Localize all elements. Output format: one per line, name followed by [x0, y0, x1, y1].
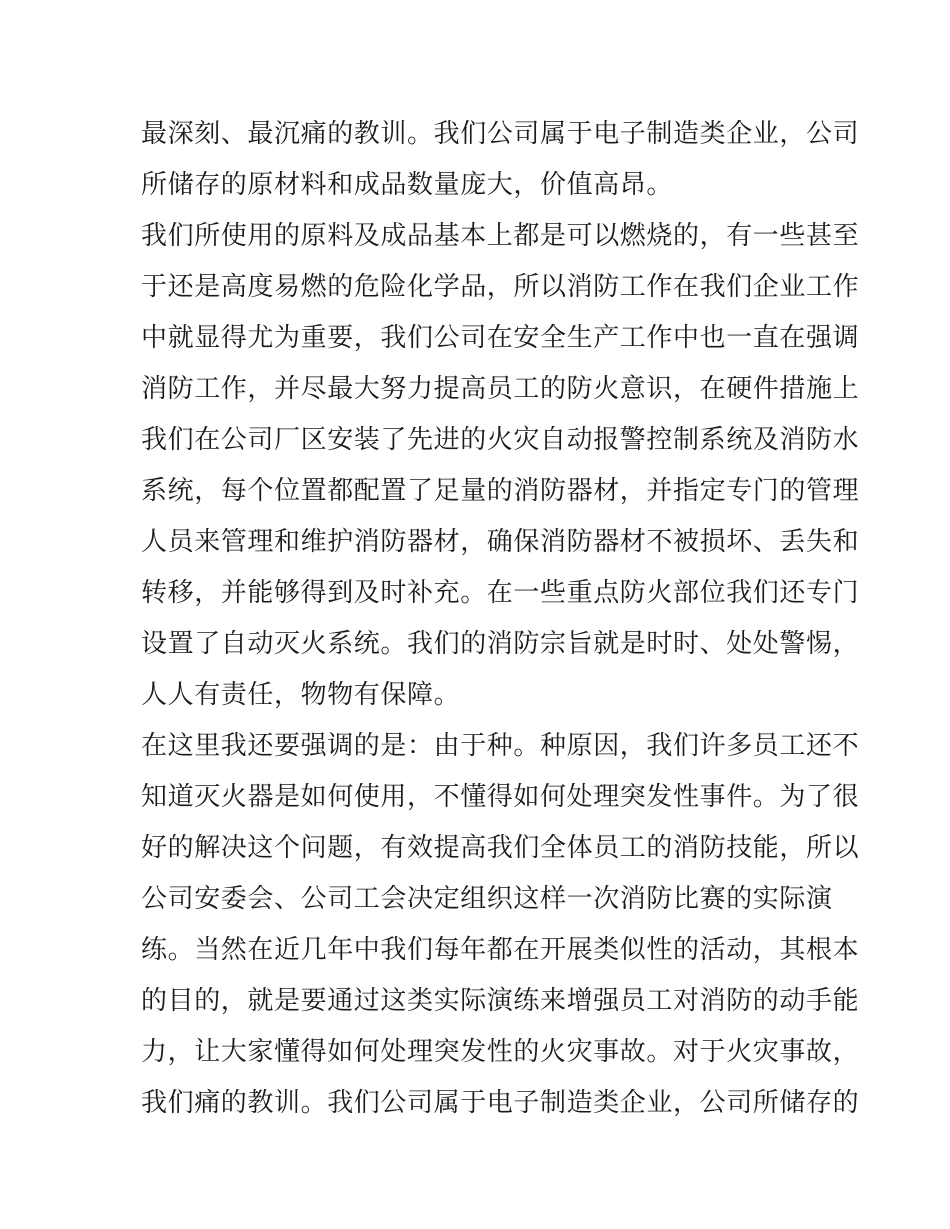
text-line: 我们痛的教训。我们公司属于电子制造类企业，公司所储存的 [141, 1088, 860, 1118]
text-line: 消防工作，并尽最大努力提高员工的防火意识，在硬件措施上 [141, 374, 860, 404]
text-line: 系统，每个位置都配置了足量的消防器材，并指定专门的管理 [141, 476, 860, 506]
text-line: 设置了自动灭火系统。我们的消防宗旨就是时时、处处警惕， [141, 629, 860, 659]
text-line: 转移，并能够得到及时补充。在一些重点防火部位我们还专门 [141, 578, 860, 608]
text-line: 的目的，就是要通过这类实际演练来增强员工对消防的动手能 [141, 986, 860, 1016]
text-line: 人员来管理和维护消防器材，确保消防器材不被损坏、丢失和 [141, 527, 860, 557]
text-line: 人人有责任，物物有保障。 [141, 680, 461, 710]
text-line: 所储存的原材料和成品数量庞大，价值高昂。 [141, 170, 674, 200]
body-text [141, 109, 860, 1129]
text-line: 我们所使用的原料及成品基本上都是可以燃烧的，有一些甚至 [141, 221, 860, 251]
text-line: 我们在公司厂区安装了先进的火灾自动报警控制系统及消防水 [141, 425, 860, 455]
text-line: 练。当然在近几年中我们每年都在开展类似性的活动，其根本 [141, 935, 860, 965]
text-line: 中就显得尤为重要，我们公司在安全生产工作中也一直在强调 [141, 323, 860, 353]
text-line: 在这里我还要强调的是：由于种。种原因，我们许多员工还不 [141, 731, 860, 761]
text-line: 最深刻、最沉痛的教训。我们公司属于电子制造类企业，公司 [141, 119, 860, 149]
text-line: 公司安委会、公司工会决定组织这样一次消防比赛的实际演 [141, 884, 833, 914]
text-line: 于还是高度易燃的危险化学品，所以消防工作在我们企业工作 [141, 272, 860, 302]
text-line: 好的解决这个问题，有效提高我们全体员工的消防技能，所以 [141, 833, 860, 863]
text-line: 力，让大家懂得如何处理突发性的火灾事故。对于火灾事故， [141, 1037, 860, 1067]
text-line: 知道灭火器是如何使用，不懂得如何处理突发性事件。为了很 [141, 782, 860, 812]
